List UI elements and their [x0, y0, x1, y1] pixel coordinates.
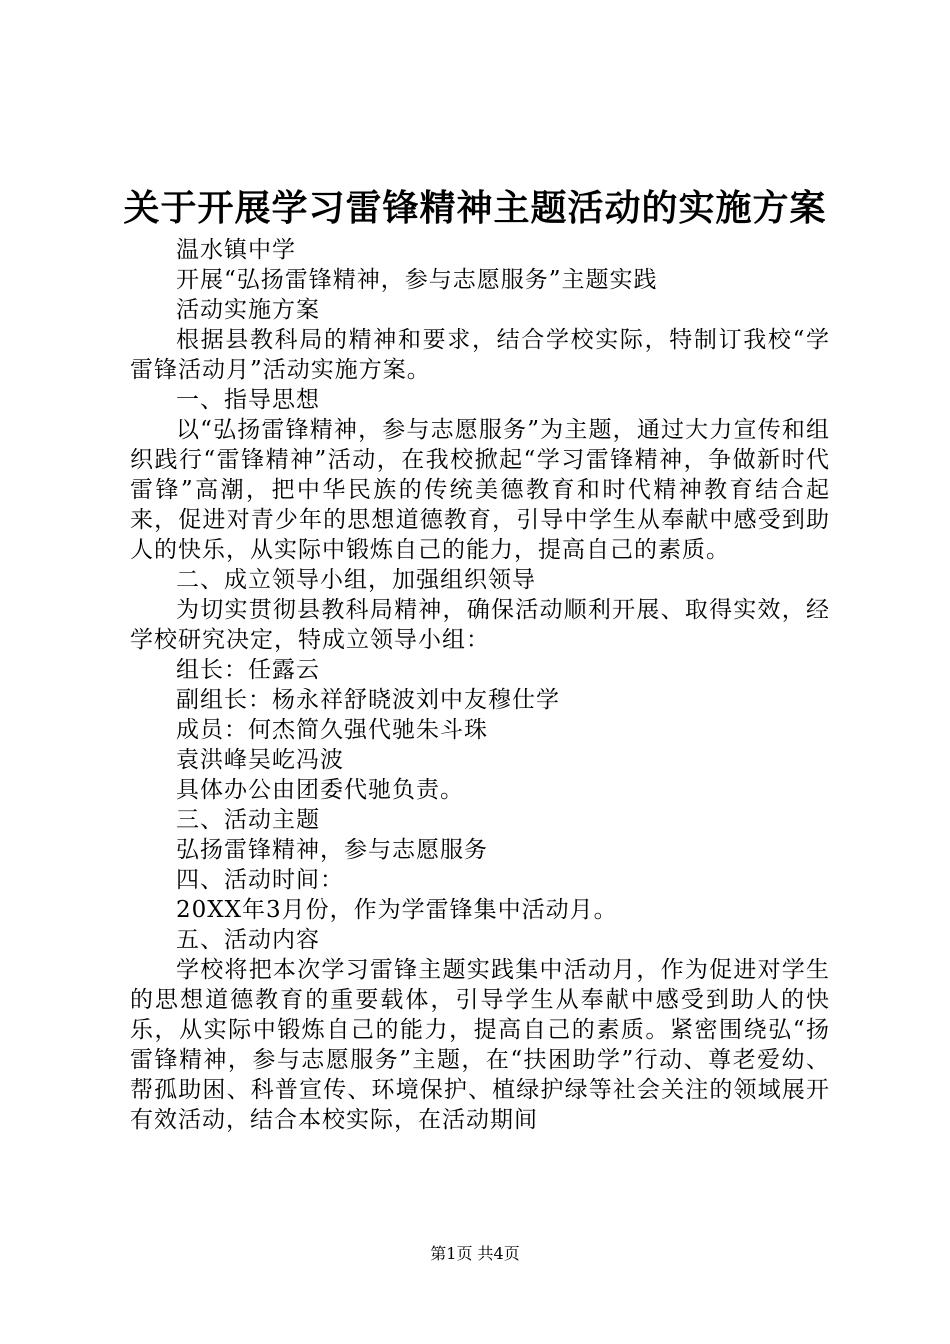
document-title: 关于开展学习雷锋精神主题活动的实施方案: [123, 187, 827, 229]
paragraph: 为切实贯彻县教科局精神，确保活动顺利开展、取得实效，经学校研究决定，特成立领导小组：: [130, 597, 830, 653]
section-heading: 三、活动主题: [176, 807, 320, 833]
paragraph: 弘扬雷锋精神，参与志愿服务: [176, 837, 488, 863]
paragraph: 学校将把本次学习雷锋主题实践集中活动月，作为促进对学生的思想道德教育的重要载体，引导学生从奉献中感受到助人的快乐，从实际中锻炼自己的能力，提高自己的素质。紧密围绕弘“扬雷锋精神，参与志愿服务”主题，在“扶困助学”行动、尊老爱幼、帮孤助困、科普宣传、环境保护、植绿护绿等社会关注的领域展开有效活动，结合本校实际，在活动期间: [130, 957, 830, 1133]
paragraph: 成员：何杰简久强代驰朱斗珠: [176, 717, 488, 743]
paragraph: 组长：任露云: [176, 657, 320, 683]
paragraph: 具体办公由团委代驰负责。: [176, 777, 464, 803]
paragraph: 20XX年3月份，作为学雷锋集中活动月。: [176, 897, 618, 923]
document-body: [130, 235, 830, 1135]
section-heading: 二、成立领导小组，加强组织领导: [176, 567, 536, 593]
paragraph: 根据县教科局的精神和要求，结合学校实际，特制订我校“学雷锋活动月”活动实施方案。: [130, 327, 830, 383]
section-heading: 五、活动内容: [176, 927, 320, 953]
section-heading: 一、指导思想: [176, 387, 320, 413]
page-footer: 第1页 共4页: [430, 1244, 520, 1263]
paragraph: 活动实施方案: [176, 297, 320, 323]
paragraph: 温水镇中学: [176, 237, 296, 263]
paragraph: 袁洪峰吴屹冯波: [176, 747, 344, 773]
paragraph: 以“弘扬雷锋精神，参与志愿服务”为主题，通过大力宣传和组织践行“雷锋精神”活动，在我校掀起“学习雷锋精神，争做新时代雷锋”高潮，把中华民族的传统美德教育和时代精神教育结合起来，促进对青少年的思想道德教育，引导中学生从奉献中感受到助人的快乐，从实际中锻炼自己的能力，提高自己的素质。: [130, 417, 830, 563]
paragraph: 开展“弘扬雷锋精神，参与志愿服务”主题实践: [176, 267, 658, 293]
paragraph: 副组长：杨永祥舒晓波刘中友穆仕学: [176, 687, 560, 713]
section-heading: 四、活动时间：: [176, 867, 344, 893]
